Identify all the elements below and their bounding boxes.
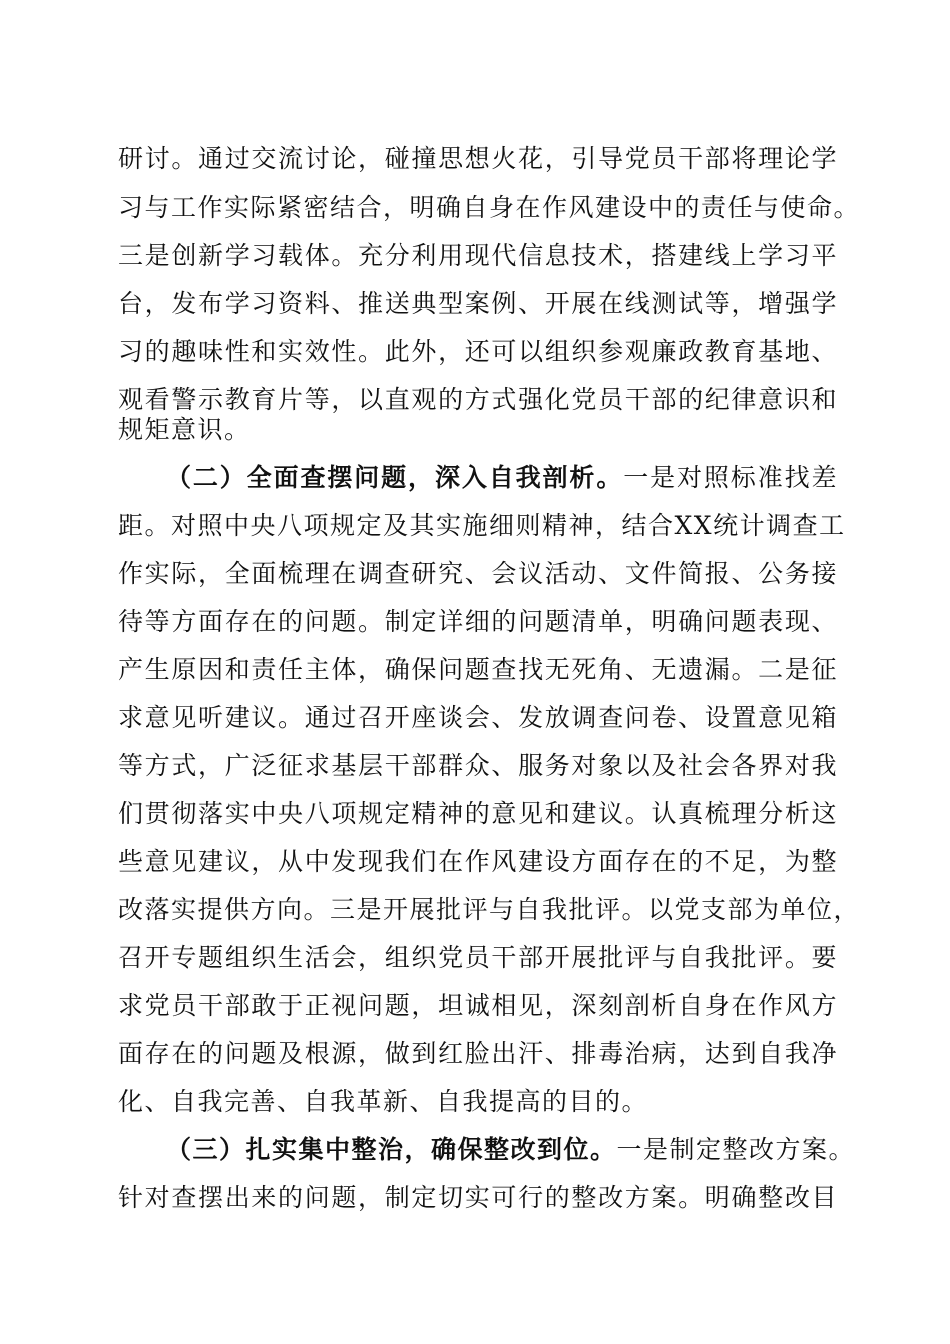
paragraph-line: 规矩意识。	[118, 415, 251, 444]
section-2-first-line-rest: 一是对照标准找差	[623, 463, 838, 492]
paragraph-line: 距。对照中央八项规定及其实施细则精神，结合XX统计调查工	[118, 511, 846, 540]
section-3-first-line-rest: 一是制定整改方案。	[616, 1135, 856, 1164]
paragraph-line: 等方式，广泛征求基层干部群众、服务对象以及社会各界对我	[118, 751, 838, 780]
section-2-heading: （二）全面查摆问题，深入自我剖析。	[166, 463, 624, 492]
section-2-first-line	[166, 460, 838, 496]
section-3-heading: （三）扎实集中整治，确保整改到位。	[166, 1135, 617, 1164]
paragraph-line: 习的趣味性和实效性。此外，还可以组织参观廉政教育基地、	[118, 337, 838, 366]
paragraph-line: 产生原因和责任主体，确保问题查找无死角、无遗漏。二是征	[118, 655, 838, 684]
paragraph-line: 求意见听建议。通过召开座谈会、发放调查问卷、设置意见箱	[118, 703, 838, 732]
paragraph-line: 研讨。通过交流讨论，碰撞思想火花，引导党员干部将理论学	[118, 144, 838, 173]
paragraph-line: 面存在的问题及根源，做到红脸出汗、排毒治病，达到自我净	[118, 1039, 838, 1068]
paragraph-line: 针对查摆出来的问题，制定切实可行的整改方案。明确整改目	[118, 1183, 838, 1212]
paragraph-line: 三是创新学习载体。充分利用现代信息技术，搭建线上学习平	[118, 241, 838, 270]
paragraph-line: 些意见建议，从中发现我们在作风建设方面存在的不足，为整	[118, 847, 838, 876]
paragraph-line: 观看警示教育片等，以直观的方式强化党员干部的纪律意识和	[118, 385, 838, 414]
paragraph-line: 习与工作实际紧密结合，明确自身在作风建设中的责任与使命。	[118, 193, 861, 222]
section-3-first-line	[166, 1132, 856, 1168]
paragraph-line: 召开专题组织生活会，组织党员干部开展批评与自我批评。要	[118, 943, 838, 972]
paragraph-line: 改落实提供方向。三是开展批评与自我批评。以党支部为单位，	[118, 895, 861, 924]
paragraph-line: 们贯彻落实中央八项规定精神的意见和建议。认真梳理分析这	[118, 799, 838, 828]
paragraph-line: 求党员干部敢于正视问题，坦诚相见，深刻剖析自身在作风方	[118, 991, 838, 1020]
paragraph-line: 待等方面存在的问题。制定详细的问题清单，明确问题表现、	[118, 607, 838, 636]
paragraph-line: 化、自我完善、自我革新、自我提高的目的。	[118, 1087, 649, 1116]
paragraph-line: 作实际，全面梳理在调查研究、会议活动、文件简报、公务接	[118, 559, 838, 588]
paragraph-line: 台，发布学习资料、推送典型案例、开展在线测试等，增强学	[118, 289, 838, 318]
